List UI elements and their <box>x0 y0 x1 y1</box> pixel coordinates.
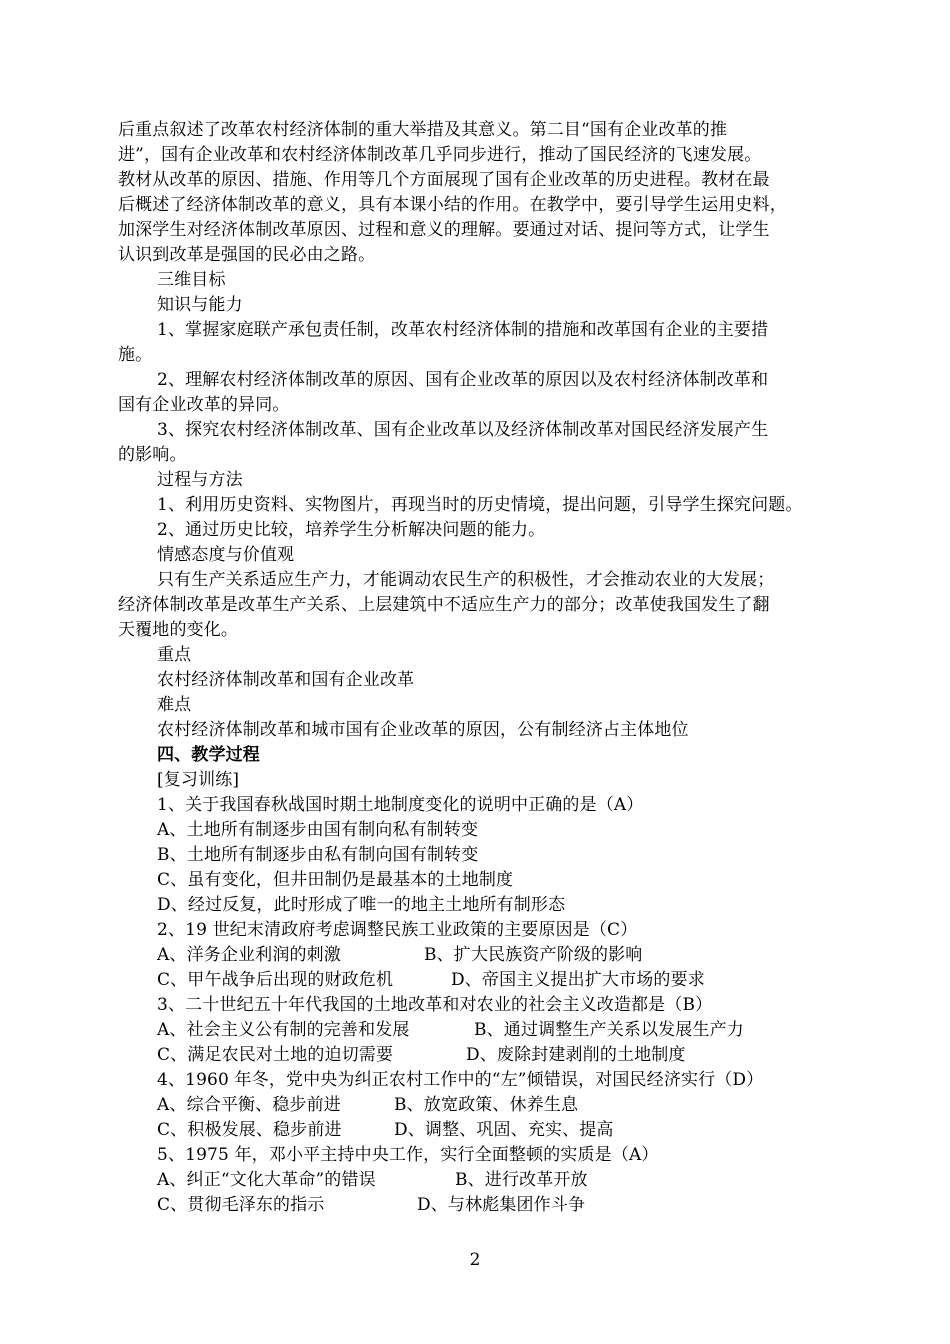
option-row <box>118 1193 840 1218</box>
paragraph-line: 加深学生对经济体制改革原因、过程和意义的理解。要通过对话、提问等方式，让学生 <box>118 220 770 240</box>
question-option: C、积极发展、稳步前进 <box>157 1120 342 1140</box>
paragraph-line: 认识到改革是强国的民必由之路。 <box>118 245 376 265</box>
question-option: A、纠正“文化大革命”的错误 <box>157 1170 376 1190</box>
goal-item: 只有生产关系适应生产力，才能调动农民生产的积极性，才会推动农业的大发展； <box>157 570 775 590</box>
option-row <box>118 943 840 968</box>
goal-item: 1、掌握家庭联产承包责任制，改革农村经济体制的措施和改革国有企业的主要措 <box>157 320 769 340</box>
question-stem: 5、1975 年，邓小平主持中央工作，实行全面整顿的实质是（A） <box>157 1145 659 1165</box>
difficulty-text: 农村经济体制改革和城市国有企业改革的原因，公有制经济占主体地位 <box>157 720 689 740</box>
option-row <box>118 1093 840 1118</box>
goal-item: 3、探究农村经济体制改革、国有企业改革以及经济体制改革对国民经济发展产生 <box>157 420 769 440</box>
question-option: B、通过调整生产关系以发展生产力 <box>474 1020 744 1040</box>
question-option: D、经过反复，此时形成了唯一的地主土地所有制形态 <box>157 895 566 915</box>
paragraph-line: 后重点叙述了改革农村经济体制的重大举措及其意义。第二目“国有企业改革的推 <box>118 120 728 140</box>
goal-item: 经济体制改革是改革生产关系、上层建筑中不适应生产力的部分；改革使我国发生了翻 <box>118 595 770 615</box>
question-stem: 4、1960 年冬，党中央为纠正农村工作中的“左”倾错误，对国民经济实行（D） <box>157 1070 764 1090</box>
difficulty-heading: 难点 <box>157 695 192 715</box>
question-option: A、洋务企业利润的刺激 <box>157 945 341 965</box>
question-option: C、虽有变化，但井田制仍是最基本的土地制度 <box>157 870 514 890</box>
option-row <box>118 1018 840 1043</box>
question-option: A、社会主义公有制的完善和发展 <box>157 1020 410 1040</box>
goal-item: 施。 <box>118 345 153 365</box>
knowledge-heading: 知识与能力 <box>157 295 243 315</box>
option-row <box>118 1118 840 1143</box>
goal-item: 2、通过历史比较，培养学生分析解决问题的能力。 <box>157 520 546 540</box>
question-option: A、土地所有制逐步由国有制向私有制转变 <box>157 820 479 840</box>
review-heading: [复习训练] <box>157 770 240 790</box>
goals-heading: 三维目标 <box>157 270 226 290</box>
option-row <box>118 1168 840 1193</box>
paragraph-line: 进”，国有企业改革和农村经济体制改革几乎同步进行，推动了国民经济的飞速发展。 <box>118 145 762 165</box>
goal-item: 1、利用历史资料、实物图片，再现当时的历史情境，提出问题，引导学生探究问题。 <box>157 495 803 515</box>
question-option: D、帝国主义提出扩大市场的要求 <box>451 970 705 990</box>
option-row <box>118 1043 840 1068</box>
question-option: D、调整、巩固、充实、提高 <box>394 1120 614 1140</box>
question-option: D、与林彪集团作斗争 <box>417 1195 586 1215</box>
question-stem: 3、二十世纪五十年代我国的土地改革和对农业的社会主义改造都是（B） <box>157 995 713 1015</box>
question-option: B、放宽政策、休养生息 <box>394 1095 579 1115</box>
question-option: C、甲午战争后出现的财政危机 <box>157 970 394 990</box>
process-heading: 过程与方法 <box>157 470 243 490</box>
question-stem: 1、关于我国春秋战国时期土地制度变化的说明中正确的是（A） <box>157 795 644 815</box>
question-option: C、满足农民对土地的迫切需要 <box>157 1045 394 1065</box>
goal-item: 天覆地的变化。 <box>118 620 239 640</box>
key-point-heading: 重点 <box>157 645 192 665</box>
paragraph-line: 教材从改革的原因、措施、作用等几个方面展现了国有企业改革的历史进程。教材在最 <box>118 170 770 190</box>
section-heading: 四、教学过程 <box>157 745 260 765</box>
question-option: A、综合平衡、稳步前进 <box>157 1095 341 1115</box>
emotion-heading: 情感态度与价值观 <box>157 545 295 565</box>
question-option: C、贯彻毛泽东的指示 <box>157 1195 325 1215</box>
question-option: B、扩大民族资产阶级的影响 <box>424 945 643 965</box>
page-number: 2 <box>469 1250 481 1270</box>
question-option: B、进行改革开放 <box>455 1170 588 1190</box>
question-stem: 2、19 世纪末清政府考虑调整民族工业政策的主要原因是（C） <box>157 920 638 940</box>
key-point-text: 农村经济体制改革和国有企业改革 <box>157 670 415 690</box>
goal-item: 2、理解农村经济体制改革的原因、国有企业改革的原因以及农村经济体制改革和 <box>157 370 769 390</box>
question-option: D、废除封建剥削的土地制度 <box>466 1045 686 1065</box>
page-content <box>118 118 840 1218</box>
paragraph-line: 后概述了经济体制改革的意义，具有本课小结的作用。在教学中，要引导学生运用史料， <box>118 195 787 215</box>
goal-item: 的影响。 <box>118 445 187 465</box>
question-option: B、土地所有制逐步由私有制向国有制转变 <box>157 845 479 865</box>
goal-item: 国有企业改革的异同。 <box>118 395 290 415</box>
option-row <box>118 968 840 993</box>
